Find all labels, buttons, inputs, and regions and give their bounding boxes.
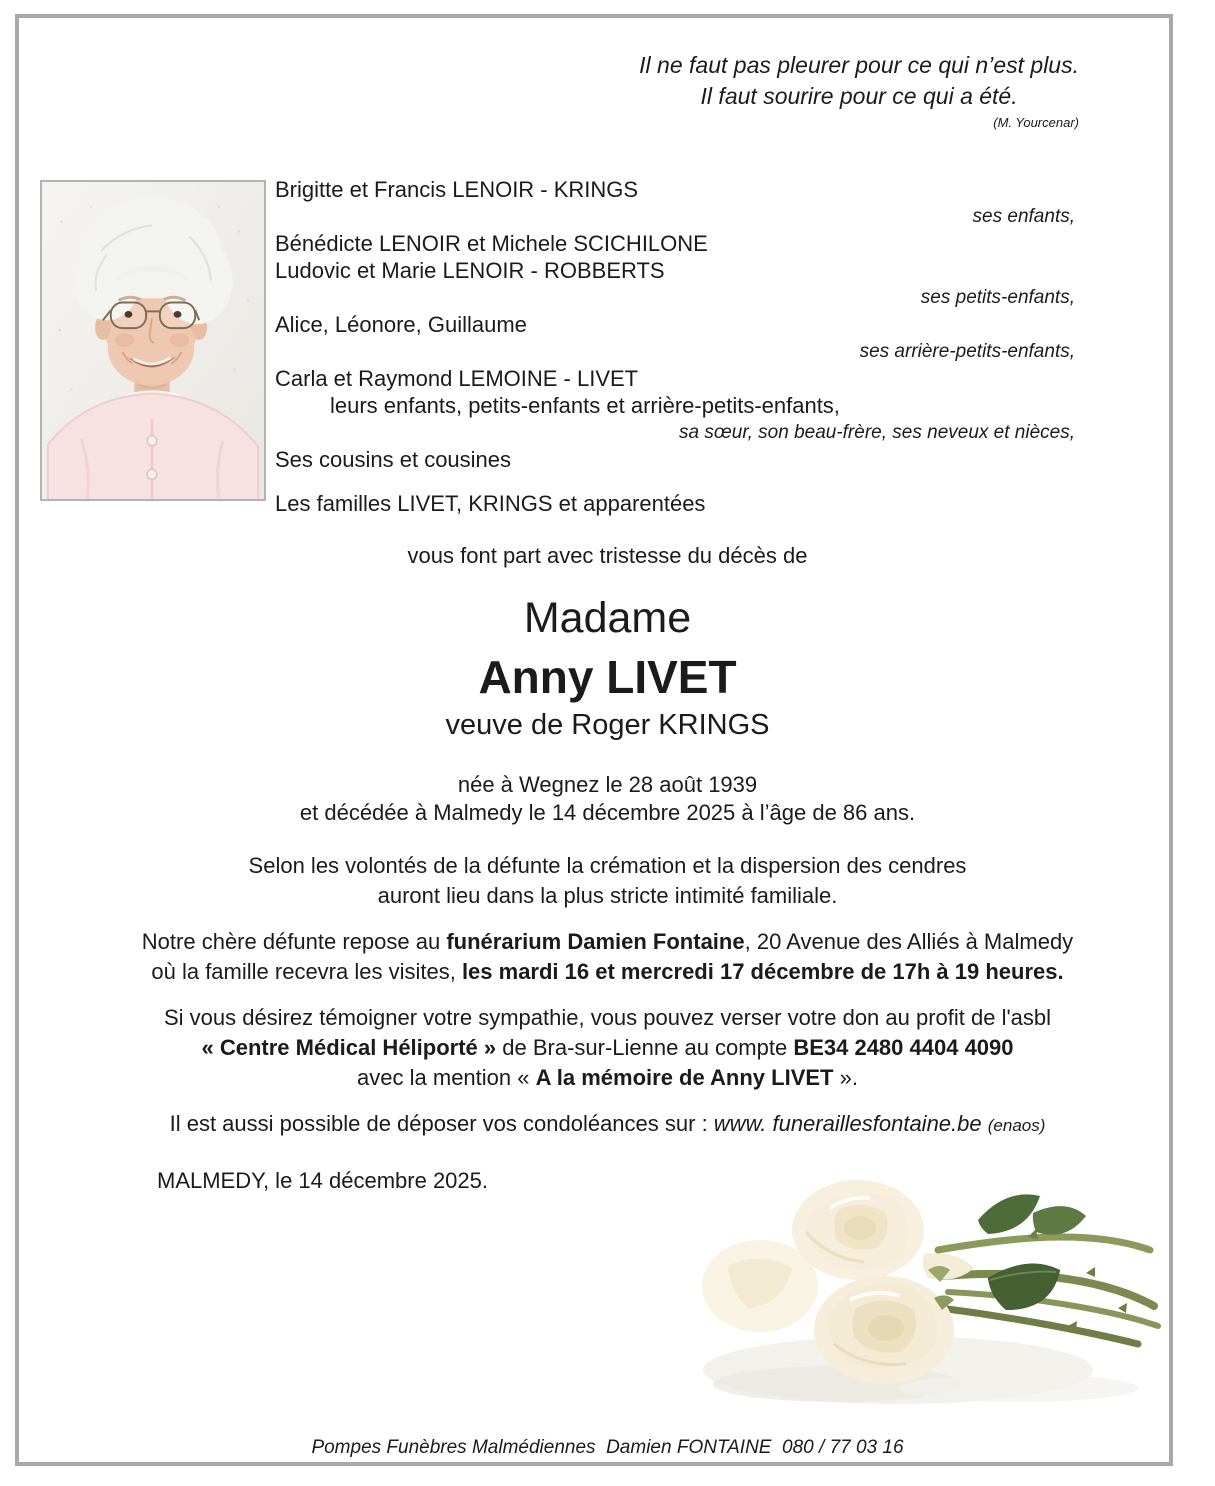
family-names-line: Ludovic et Marie LENOIR - ROBBERTS [275, 258, 665, 283]
visitation-text: où la famille recevra les visites, [151, 959, 462, 984]
family-names-line: Bénédicte LENOIR et Michele SCICHILONE [275, 231, 708, 256]
announcement-body [0, 542, 1215, 1195]
memorial-quote [639, 50, 1079, 132]
quote-line-2: Il faut sourire pour ce qui a été. [700, 83, 1018, 109]
visitation-line-1 [0, 927, 1215, 957]
donation-text: de Bra-sur-Lienne au compte [496, 1035, 794, 1060]
family-names-line: Les familles LIVET, KRINGS et apparentées [275, 491, 706, 516]
family-names-line: Ses cousins et cousines [275, 447, 512, 472]
announcement-intro: vous font part avec tristesse du décès de [407, 543, 808, 568]
quote-attribution: (M. Yourcenar) [993, 115, 1079, 130]
condolences-paragraph [0, 1109, 1215, 1141]
funeral-home-address: , 20 Avenue des Alliés à Malmedy [744, 929, 1074, 954]
donation-line-2 [0, 1033, 1215, 1063]
visitation-line-2 [0, 957, 1215, 987]
family-list [275, 176, 1075, 517]
cremation-paragraph [0, 851, 1215, 911]
birth-line: née à Wegnez le 28 août 1939 [457, 772, 758, 797]
visitation-schedule: les mardi 16 et mercredi 17 décembre de 17h à 19 heures. [461, 959, 1064, 984]
family-relation-line: ses enfants, [972, 206, 1075, 227]
donation-line-1: Si vous désirez témoigner votre sympathie, vous pouvez verser votre don au profit de l'asbl [163, 1005, 1052, 1030]
family-names-line: Brigitte et Francis LENOIR - KRINGS [275, 177, 639, 202]
family-names-line: Alice, Léonore, Guillaume [275, 312, 527, 337]
white-roses-illustration [688, 1158, 1170, 1416]
visitation-text: Notre chère défunte repose au [141, 929, 447, 954]
deceased-subtitle: veuve de Roger KRINGS [445, 709, 770, 741]
donation-line-3 [0, 1063, 1215, 1093]
funeral-home-name: funérarium Damien Fontaine [446, 929, 745, 954]
family-relation-line: ses arrière-petits-enfants, [859, 341, 1075, 362]
deceased-title: Madame [523, 594, 692, 642]
donation-text: avec la mention « [357, 1065, 536, 1090]
website-text: www. funeraillesfontaine.be [713, 1111, 982, 1136]
white-roses-image [688, 1158, 1170, 1416]
portrait-photo [40, 180, 266, 501]
birth-death-block [0, 771, 1215, 827]
deceased-name: Anny LIVET [478, 651, 737, 703]
quote-line-1: Il ne faut pas pleurer pour ce qui n’est plus. [639, 52, 1079, 78]
family-names-line: Carla et Raymond LEMOINE - LIVET [275, 366, 639, 391]
donation-mention: A la mémoire de Anny LIVET [535, 1065, 834, 1090]
cremation-line-2: auront lieu dans la plus stricte intimité familiale. [377, 883, 838, 908]
condolences-text: Il est aussi possible de déposer vos condoléances sur : [169, 1111, 714, 1136]
donation-paragraph [0, 1003, 1215, 1093]
bank-account-number: BE34 2480 4404 4090 [793, 1035, 1014, 1060]
website-note: (enaos) [987, 1116, 1046, 1135]
dateline: MALMEDY, le 14 décembre 2025. [157, 1168, 488, 1193]
cremation-line-1: Selon les volontés de la défunte la crémation et la dispersion des cendres [248, 853, 967, 878]
donation-text: ». [833, 1065, 858, 1090]
charity-name: « Centre Médical Héliporté » [201, 1035, 497, 1060]
visitation-paragraph [0, 927, 1215, 987]
family-relation-line: ses petits-enfants, [920, 287, 1075, 308]
portrait-illustration [42, 182, 264, 499]
footer-funeral-home: Pompes Funèbres Malmédiennes Damien FONTAINE 080 / 77 03 16 [311, 1437, 904, 1458]
death-line: et décédée à Malmedy le 14 décembre 2025 à l’âge de 86 ans. [299, 800, 916, 825]
family-relation-line: sa sœur, son beau-frère, ses neveux et nièces, [678, 422, 1075, 443]
family-names-line: leurs enfants, petits-enfants et arrière-petits-enfants, [330, 393, 840, 418]
